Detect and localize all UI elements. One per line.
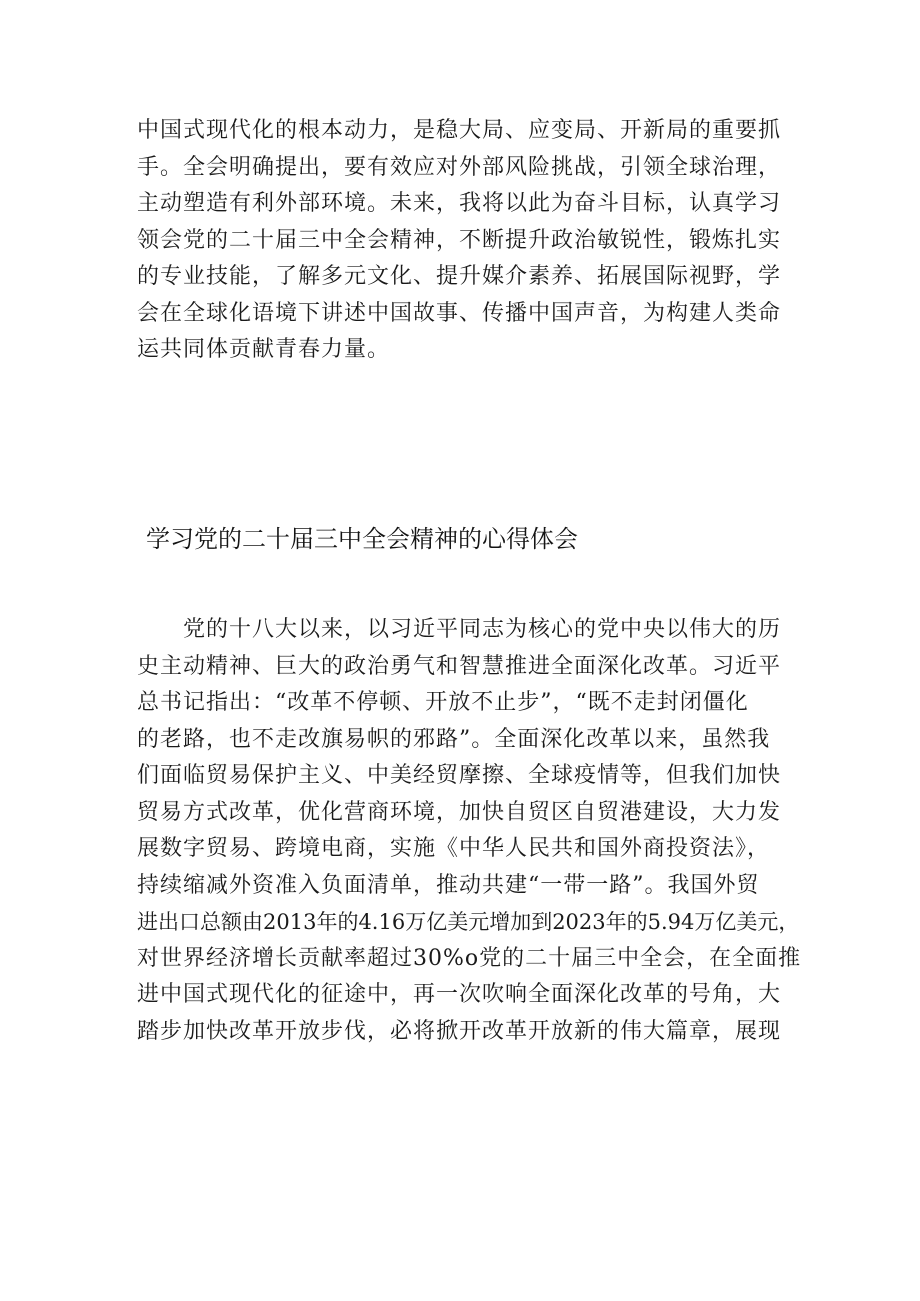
paragraph-line: 对世界经济增长贡献率超过30%o党的二十届三中全会，在全面推	[137, 945, 802, 971]
paragraph-line: 领会党的二十届三中全会精神，不断提升政治敏锐性，锻炼扎实	[137, 227, 782, 253]
paragraph-line: 党的十八大以来，以习近平同志为核心的党中央以伟大的历	[183, 617, 782, 642]
paragraph-line: 进中国式现代化的征途中，再一次吹响全面深化改革的号角，大	[137, 982, 782, 1007]
paragraph-line: 中国式现代化的根本动力，是稳大局、应变局、开新局的重要抓	[137, 118, 782, 143]
paragraph-line: 踏步加快改革开放步伐，必将掀开改革开放新的伟大篇章，展现	[137, 1018, 782, 1044]
paragraph-line: 主动塑造有利外部环境。未来，我将以此为奋斗目标，认真学习	[137, 191, 782, 216]
paragraph-line: 贸易方式改革，优化营商环境，加快自贸区自贸港建设，大力发	[137, 799, 782, 825]
paragraph-line: 总书记指出：“改革不停顿、开放不止步”，“既不走封闭僵化	[137, 690, 749, 715]
paragraph-line: 展数字贸易、跨境电商，实施《中华人民共和国外商投资法》，	[137, 836, 771, 861]
paragraph-line: 的老路，也不走改旗易帜的邪路”。全面深化改革以来，虽然我	[137, 726, 771, 752]
body-paragraph	[137, 612, 802, 1050]
paragraph-line: 持续缩减外资准入负面清单，推动共建“一带一路”。我国外贸	[137, 872, 760, 898]
paragraph-line: 会在全球化语境下讲述中国故事、传播中国声音，为构建人类命	[137, 300, 782, 326]
paragraph-line: 进出口总额由2013年的4.16万亿美元增加到2023年的5.94万亿美元，	[137, 910, 800, 934]
intro-paragraph	[137, 113, 797, 369]
paragraph-line: 的专业技能，了解多元文化、提升媒介素养、拓展国际视野，学	[137, 264, 782, 289]
page-title: 学习党的二十届三中全会精神的心得体会	[146, 525, 578, 553]
paragraph-line: 史主动精神、巨大的政治勇气和智慧推进全面深化改革。习近平	[137, 653, 782, 679]
paragraph-line: 运共同体贡献青春力量。	[137, 337, 391, 362]
paragraph-line: 手。全会明确提出，要有效应对外部风险挑战，引领全球治理，	[137, 154, 782, 180]
paragraph-line: 们面临贸易保护主义、中美经贸摩擦、全球疫情等，但我们加快	[137, 763, 782, 788]
